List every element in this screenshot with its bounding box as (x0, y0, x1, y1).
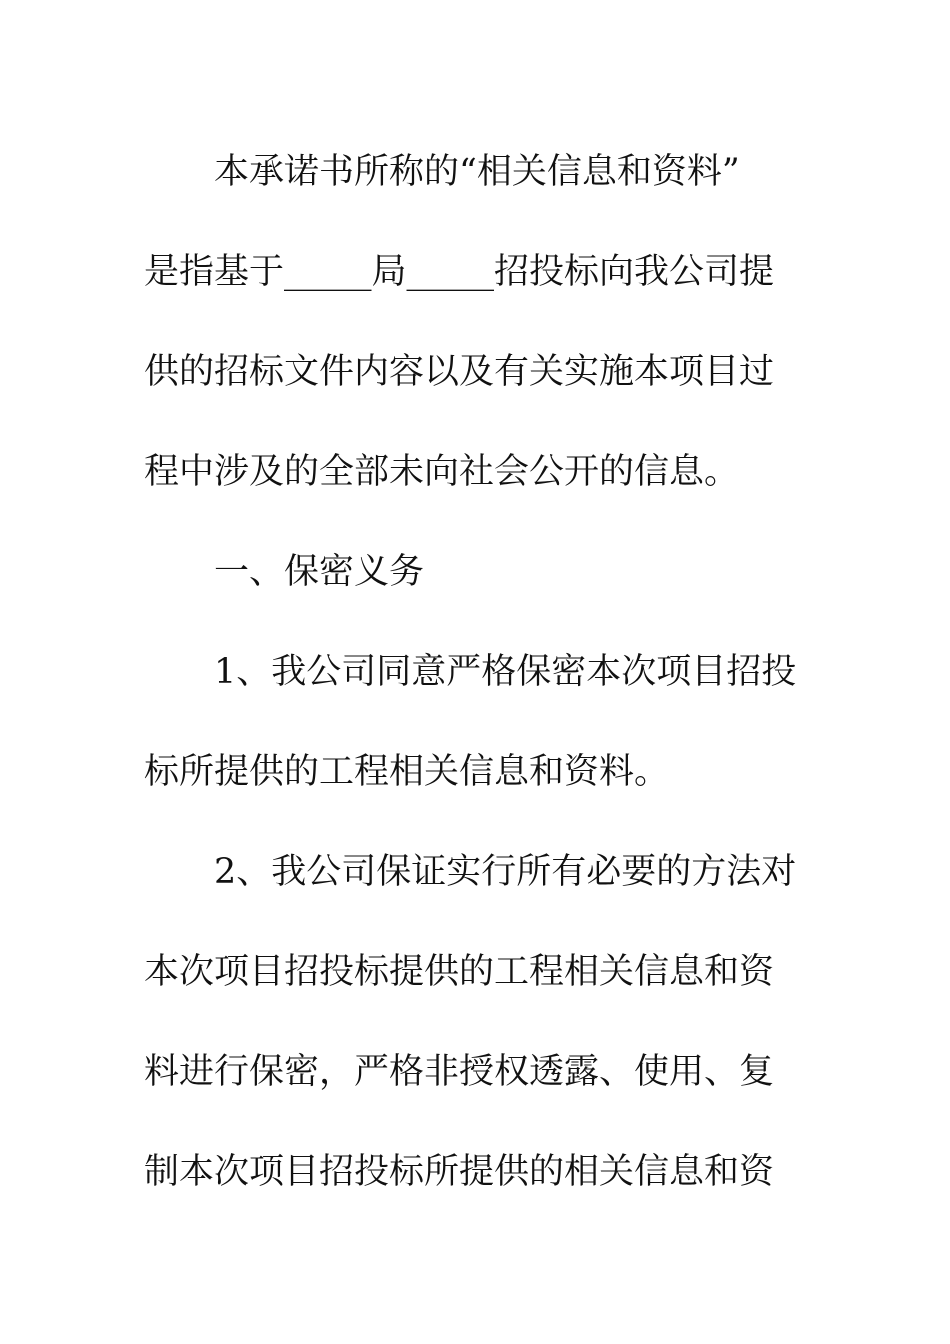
paragraph-line: 本承诺书所称的“相关信息和资料” (214, 152, 740, 192)
paragraph-line: 标所提供的工程相关信息和资料。 (144, 752, 670, 792)
paragraph-line: 本次项目招投标提供的工程相关信息和资 (144, 952, 775, 992)
paragraph-line: 供的招标文件内容以及有关实施本项目过 (144, 352, 775, 392)
paragraph-line: 料进行保密，严格非授权透露、使用、复 (144, 1052, 775, 1092)
section-heading: 一、保密义务 (214, 552, 425, 592)
document-body (144, 122, 804, 1222)
paragraph-line: 是指基于_____局_____招投标向我公司提 (144, 252, 775, 292)
paragraph-line: 2、我公司保证实行所有必要的方法对 (214, 852, 797, 892)
paragraph-line: 1、我公司同意严格保密本次项目招投 (214, 652, 797, 692)
paragraph-line: 程中涉及的全部未向社会公开的信息。 (144, 452, 740, 492)
paragraph-line: 制本次项目招投标所提供的相关信息和资 (144, 1152, 775, 1192)
